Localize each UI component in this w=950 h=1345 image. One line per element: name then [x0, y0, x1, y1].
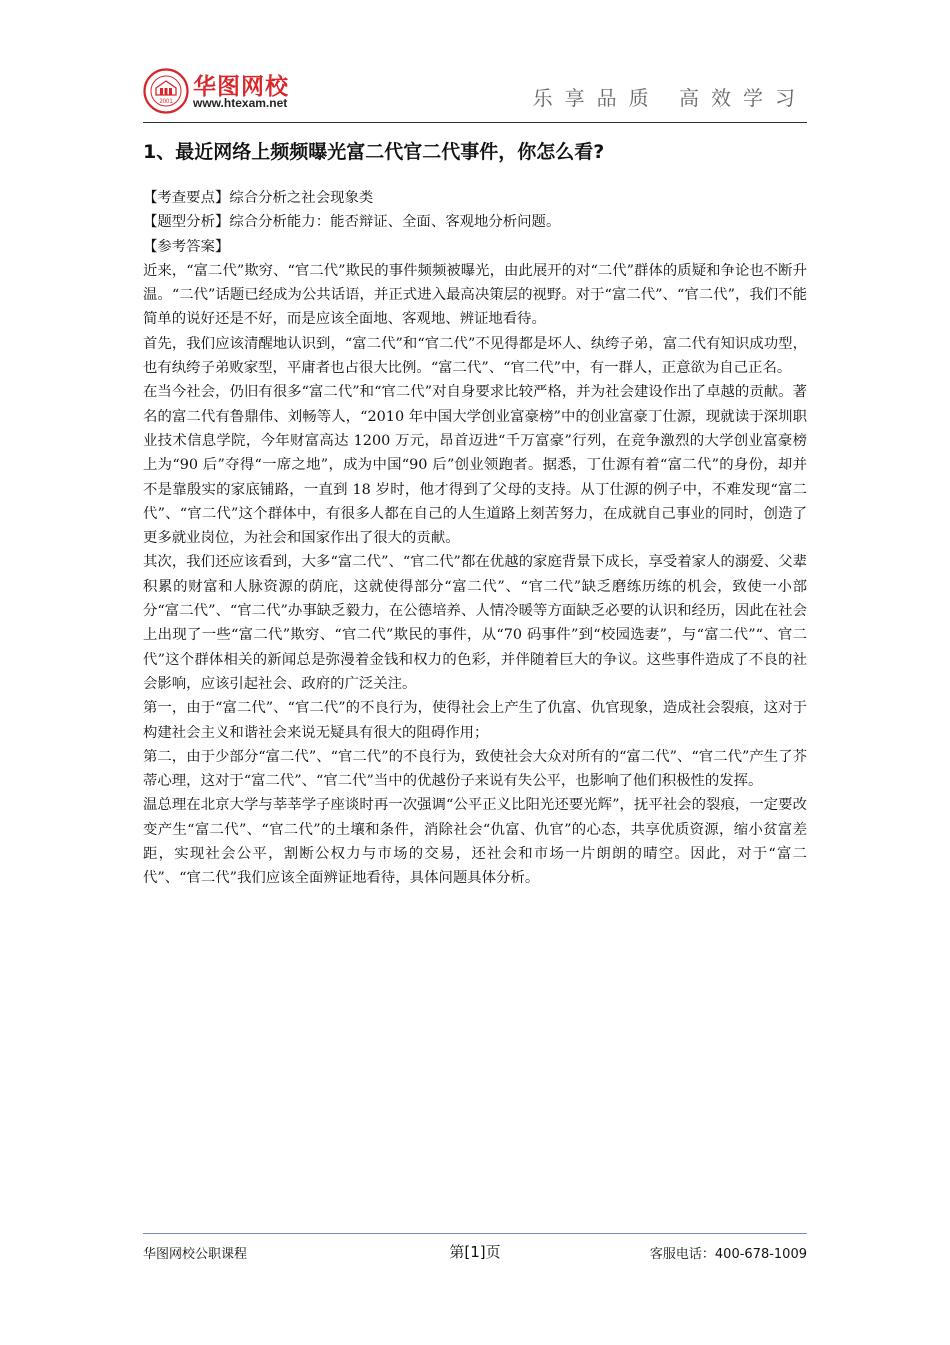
footer-divider: [143, 1233, 807, 1234]
page-footer: [143, 1241, 807, 1265]
paragraph: 首先，我们应该清醒地认识到，“富二代”和“官二代”不见得都是坏人、纨绔子弟，富二代有知识成功型，也有纨绔子弟败家型，平庸者也占很大比例。“富二代”、“官二代”中，有一群人，正意欲为自己正名。: [143, 335, 807, 377]
paragraph: 第二，由于少部分“富二代”、“官二代”的不良行为，致使社会大众对所有的“富二代”、“官二代”产生了芥蒂心理，这对于“富二代”、“官二代”当中的优越份子来说有失公平，也影响了他们积极性的发挥。: [143, 748, 807, 790]
svg-text:2001: 2001: [159, 99, 173, 105]
paragraph: 第一，由于“富二代”、“官二代”的不良行为，使得社会上产生了仇富、仇官现象，造成社会裂痕，这对于构建社会主义和谐社会来说无疑具有很大的阻碍作用；: [143, 700, 807, 741]
answer-label: 【参考答案】: [143, 238, 230, 255]
question-title: 1、最近网络上频频曝光富二代官二代事件，你怎么看?: [143, 141, 605, 163]
document-body: [143, 186, 807, 891]
paragraph: 在当今社会，仍旧有很多“富二代”和“官二代”对自身要求比较严格，并为社会建设作出了卓越的贡献。著名的富二代有鲁鼎伟、刘畅等人，“2010 年中国大学创业富豪榜”中的创业富豪丁仕源，现就读于深圳职业技术信息学院，今年财富高达 1200 万元，昂首迈进“千万富豪”行列，在竞争激烈的大学创业富豪榜上为“90 后”夺得“一席之地”，成为中国“90 后”创业领跑者。据悉，丁仕源有着“富二代”的身份，却并不是靠殷实的家底铺路，一直到 18 岁时，他才得到了父母的支持。从丁仕源的例子中，不难发现“富二代”、“官二代”这个群体中，有很多人都在自己的人生道路上刻苦努力，在成就自己事业的同时，创造了更多就业岗位，为社会和国家作出了很大的贡献。: [143, 384, 807, 547]
page-number: 第[1]页: [449, 1243, 501, 1261]
brand-name: 华图网校: [193, 74, 289, 100]
paragraph: 其次，我们还应该看到，大多“富二代”、“官二代”都在优越的家庭背景下成长，享受着家人的溺爱、父辈积累的财富和人脉资源的荫庇，这就使得部分“富二代”、“官二代”缺乏磨练历练的机会，致使一小部分“富二代”、“官二代”办事缺乏毅力，在公德培养、人情冷暖等方面缺乏必要的认识和经历，因此在社会上出现了一些“富二代”欺穷、“官二代”欺民的事件，从“70 码事件”到“校园选妻”，与“富二代”“、官二代”这个群体相关的新闻总是弥漫着金钱和权力的色彩，并伴随着巨大的争议。这些事件造成了不良的社会影响，应该引起社会、政府的广泛关注。: [143, 554, 807, 692]
paragraph: 温总理在北京大学与莘莘学子座谈时再一次强调“公平正义比阳光还要光辉”，抚平社会的裂痕，一定要改变产生“富二代”、“官二代”的土壤和条件，消除社会“仇富、仇官”的心态，共享优质资源，缩小贫富差距，实现社会公平，割断公权力与市场的交易，还社会和市场一片朗朗的晴空。因此，对于“富二代”、“官二代”我们应该全面辨证地看待，具体问题具体分析。: [143, 797, 807, 887]
header-divider: [143, 122, 807, 123]
type-analysis: 【题型分析】综合分析能力：能否辩证、全面、客观地分析问题。: [143, 214, 561, 231]
paragraph: 近来，“富二代”欺穷、“官二代”欺民的事件频频被曝光，由此展开的对“二代”群体的质疑和争论也不断升温。“二代”话题已经成为公共话语，并正式进入最高决策层的视野。对于“富二代”、“官二代”，我们不能简单的说好还是不好，而是应该全面地、客观地、辨证地看待。: [143, 262, 807, 328]
slogan: 乐享品质 高效学习: [532, 86, 807, 110]
brand-url: www.htexam.net: [193, 96, 288, 110]
page-header: [143, 62, 807, 120]
key-points: 【考查要点】综合分析之社会现象类: [143, 190, 374, 206]
footer-hotline: 客服电话：400-678-1009: [649, 1247, 807, 1262]
logo-seal-icon: [143, 68, 189, 114]
footer-course: 华图网校公职课程: [143, 1247, 248, 1262]
